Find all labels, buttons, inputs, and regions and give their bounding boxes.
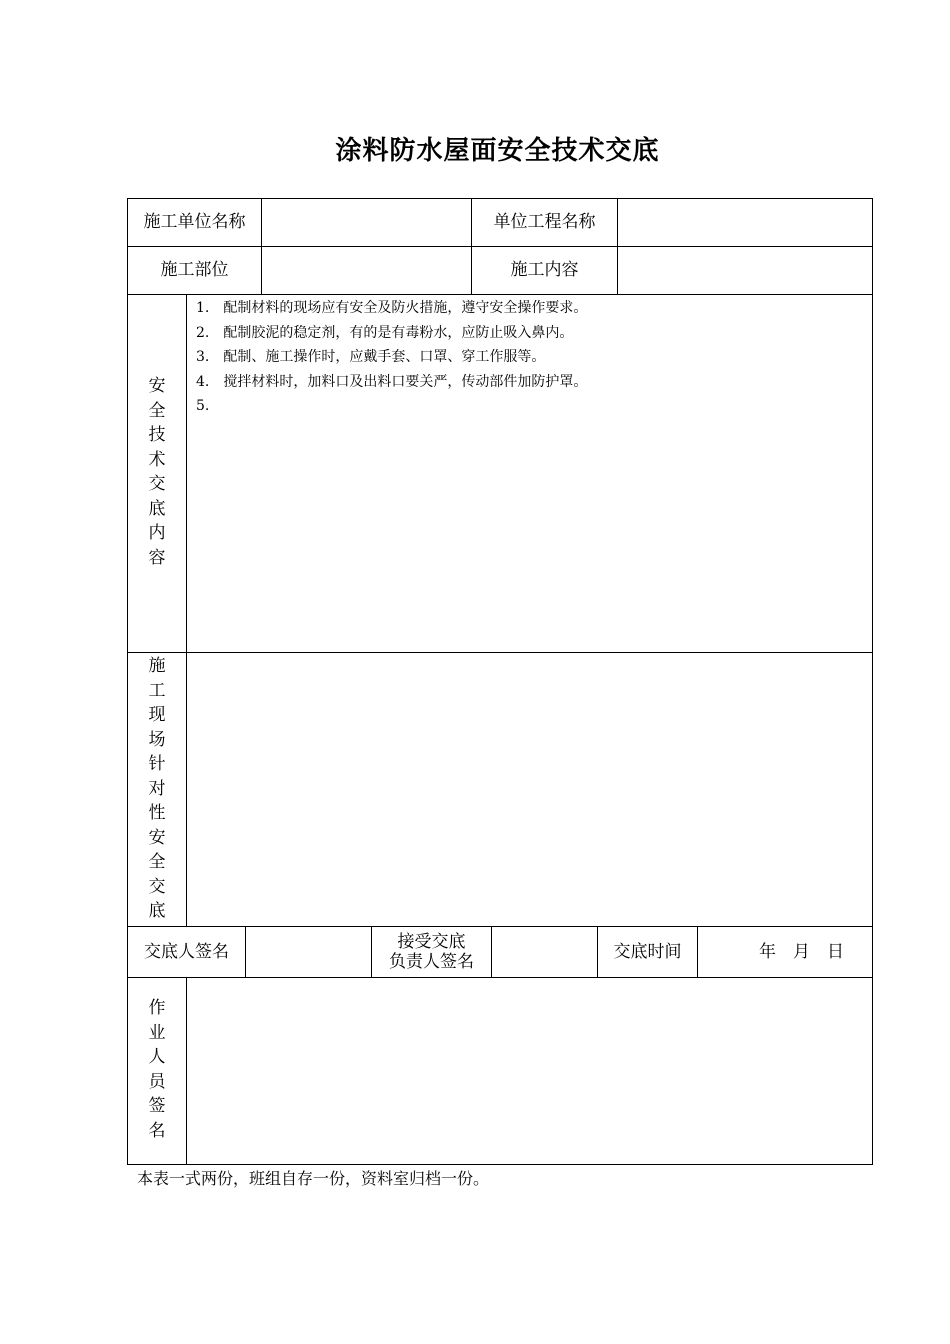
row-divider <box>127 977 873 978</box>
content-label: 施工内容 <box>510 260 579 281</box>
row-divider <box>127 652 873 653</box>
safety-items-list <box>196 296 587 419</box>
col-divider <box>186 294 187 926</box>
list-item: 5. <box>196 398 210 414</box>
content-field[interactable] <box>618 247 872 294</box>
list-item: 2. 配制胶泥的稳定剂，有的是有毒粉水，应防止吸入鼻内。 <box>196 324 574 341</box>
row-divider <box>127 294 873 295</box>
receiver-signature-label <box>372 927 491 977</box>
list-item: 4. 搅拌材料时，加料口及出料口要关严，传动部件加防护罩。 <box>196 373 588 390</box>
location-field[interactable] <box>262 247 471 294</box>
location-label: 施工部位 <box>160 260 229 281</box>
site-specific-label: 施工现场针对性安全交底 <box>148 656 166 921</box>
project-name-label: 单位工程名称 <box>493 212 596 233</box>
workers-signature-field[interactable] <box>188 979 872 1164</box>
safety-section-label: 安全技术交底内容 <box>148 376 166 568</box>
unit-name-label: 施工单位名称 <box>143 212 246 233</box>
receiver-signature-field[interactable] <box>492 927 597 977</box>
site-specific-field[interactable] <box>188 654 872 925</box>
list-item: 1. 配制材料的现场应有安全及防火措施，遵守安全操作要求。 <box>196 300 588 316</box>
time-label: 交底时间 <box>613 941 682 962</box>
date-field[interactable]: 年 月 日 <box>759 941 844 962</box>
page-title: 涂料防水屋面安全技术交底 <box>335 136 660 166</box>
list-item: 3. 配制、施工操作时，应戴手套、口罩、穿工作服等。 <box>196 349 546 365</box>
giver-signature-label: 交底人签名 <box>144 941 229 962</box>
project-name-field[interactable] <box>618 199 872 246</box>
giver-signature-field[interactable] <box>246 927 371 977</box>
footer-note: 本表一式两份，班组自存一份，资料室归档一份。 <box>137 1169 490 1188</box>
unit-name-field[interactable] <box>262 199 471 246</box>
workers-signature-label: 作业人员签名 <box>148 998 166 1141</box>
col-divider <box>186 977 187 1165</box>
receiver-label-line2: 负责人签名 <box>389 952 474 972</box>
receiver-label-line1: 接受交底 <box>397 931 466 952</box>
